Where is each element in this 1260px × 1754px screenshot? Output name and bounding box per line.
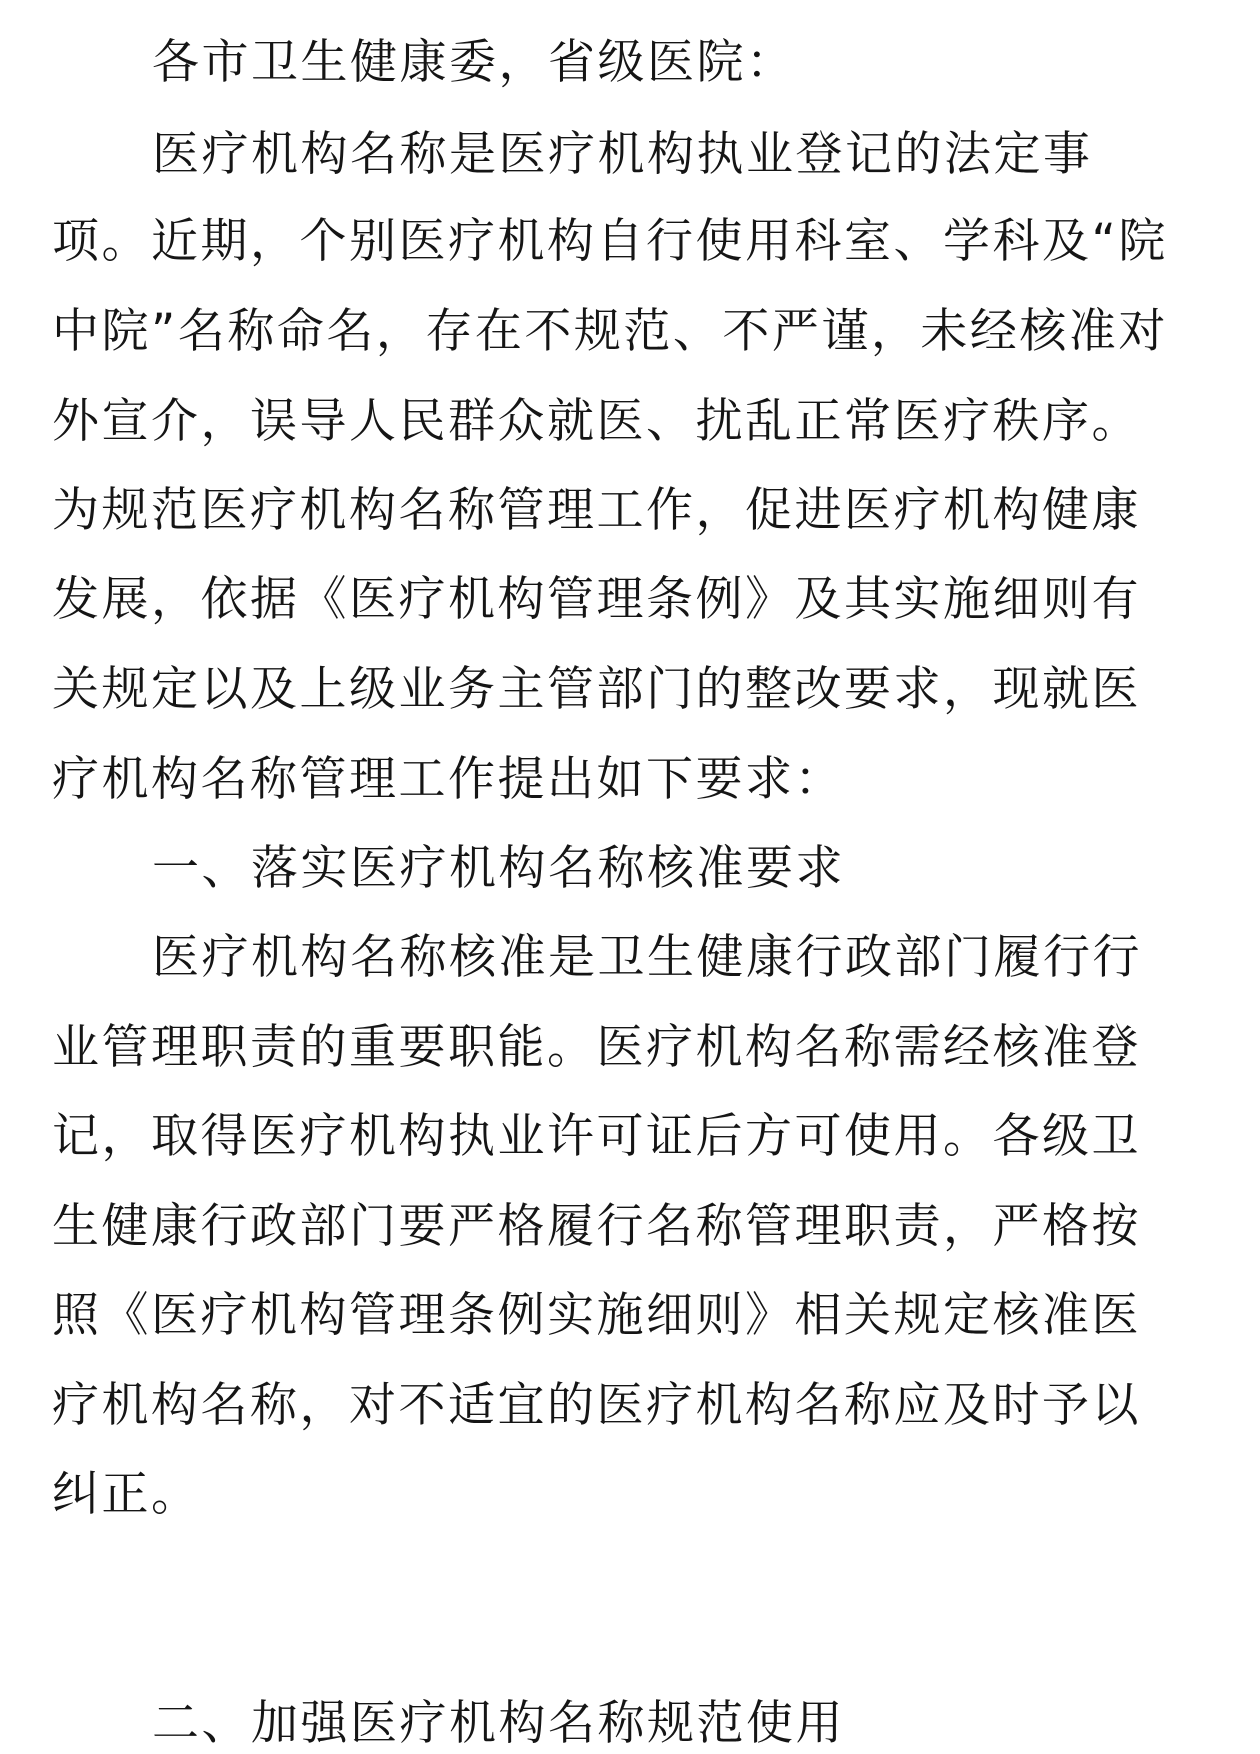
paragraph-line: 记，取得医疗机构执业许可证后方可使用。各级卫 xyxy=(52,1109,1141,1164)
paragraph-line: 为规范医疗机构名称管理工作，促进医疗机构健康 xyxy=(52,483,1141,538)
paragraph-line: 疗机构名称，对不适宜的医疗机构名称应及时予以 xyxy=(52,1378,1141,1433)
paragraph-line: 纠正。 xyxy=(52,1467,201,1522)
paragraph-line: 外宣介，误导人民群众就医、扰乱正常医疗秩序。 xyxy=(52,394,1141,449)
salutation: 各市卫生健康委，省级医院： xyxy=(152,35,796,90)
paragraph-line: 中院”名称命名，存在不规范、不严谨，未经核准对 xyxy=(52,304,1168,359)
section-heading: 二、加强医疗机构名称规范使用 xyxy=(152,1696,845,1751)
paragraph-line: 生健康行政部门要严格履行名称管理职责，严格按 xyxy=(52,1199,1141,1254)
paragraph-line: 项。近期，个别医疗机构自行使用科室、学科及“院 xyxy=(52,214,1168,269)
paragraph-line: 医疗机构名称是医疗机构执业登记的法定事 xyxy=(152,127,1093,182)
cropped-next-heading xyxy=(0,1696,1260,1751)
paragraph-line: 疗机构名称管理工作提出如下要求： xyxy=(52,752,844,807)
paragraph-line: 关规定以及上级业务主管部门的整改要求，现就医 xyxy=(52,662,1141,717)
paragraph-line: 照《医疗机构管理条例实施细则》相关规定核准医 xyxy=(52,1288,1141,1343)
paragraph-line: 医疗机构名称核准是卫生健康行政部门履行行 xyxy=(152,930,1142,985)
paragraph-line: 业管理职责的重要职能。医疗机构名称需经核准登 xyxy=(52,1020,1141,1075)
section-heading: 一、落实医疗机构名称核准要求 xyxy=(152,841,845,896)
paragraph-line: 发展，依据《医疗机构管理条例》及其实施细则有 xyxy=(52,572,1141,627)
